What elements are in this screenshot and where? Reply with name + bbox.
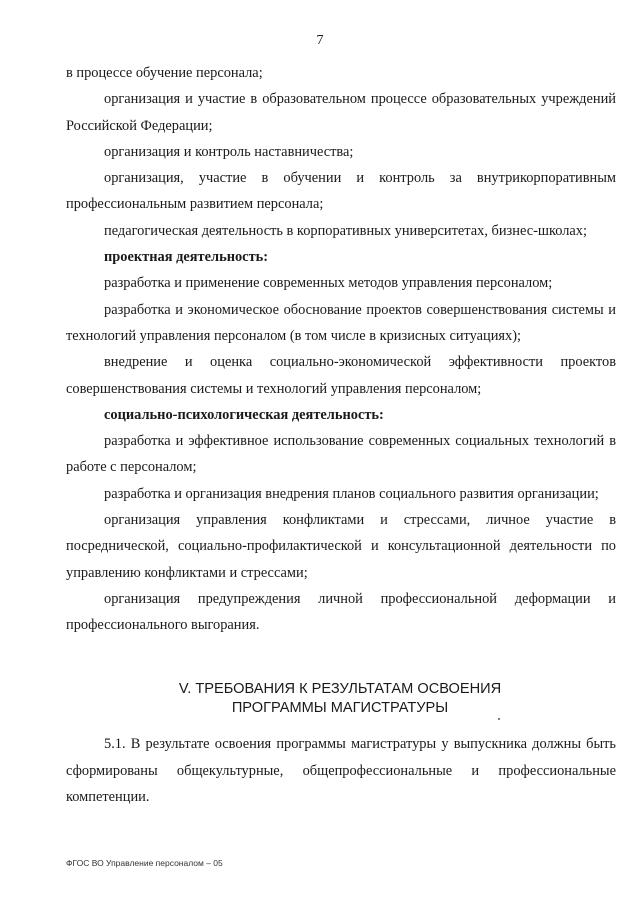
paragraph: педагогическая деятельность в корпоративных университетах, бизнес-школах; [104, 222, 587, 239]
section-text-block [66, 731, 616, 811]
section-title-line-2: ПРОГРАММЫ МАГИСТРАТУРЫ [231, 700, 449, 716]
paragraph: организация и участие в образовательном процессе образовательных учреждений Российской Федерации; [66, 91, 616, 134]
page-footer: ФГОС ВО Управление персоналом – 05 [66, 858, 223, 868]
paragraph: внедрение и оценка социально-экономической эффективности проектов совершенствования системы и технологий управления персоналом; [66, 354, 616, 397]
subsection-heading: социально-психологическая деятельность: [104, 406, 384, 423]
paragraph: организация, участие в обучении и контроль за внутрикорпоративным профессиональным развитием персонала; [66, 170, 616, 213]
paragraph: организация предупреждения личной профессиональной деформации и профессионального выгорания. [66, 590, 616, 634]
subsection-heading: проектная деятельность: [104, 249, 269, 266]
section-title [0, 680, 640, 718]
paragraph: организация и контроль наставничества; [104, 143, 354, 160]
section-title-line-1: V. ТРЕБОВАНИЯ К РЕЗУЛЬТАТАМ ОСВОЕНИЯ [178, 681, 502, 697]
main-text-block [66, 60, 616, 639]
paragraph: разработка и применение современных методов управления персоналом; [104, 275, 553, 292]
scan-speck [498, 718, 500, 720]
paragraph: в процессе обучение персонала; [66, 65, 263, 81]
page-number: 7 [316, 33, 324, 48]
paragraph: разработка и организация внедрения планов социального развития организации; [104, 485, 599, 502]
paragraph: организация управления конфликтами и стрессами, личное участие в посреднической, социально-профилактической и консультационной деятельности по управлению конфликтами и стрессами; [66, 512, 616, 581]
paragraph: разработка и экономическое обоснование проектов совершенствования системы и технологий управления персоналом (в том числе в кризисных ситуациях); [66, 301, 616, 344]
paragraph: 5.1. В результате освоения программы магистратуры у выпускника должны быть сформированы общекультурные, общепрофессиональные и профессиональные компетенции. [66, 736, 616, 805]
paragraph: разработка и эффективное использование современных социальных технологий в работе с персоналом; [66, 433, 616, 476]
